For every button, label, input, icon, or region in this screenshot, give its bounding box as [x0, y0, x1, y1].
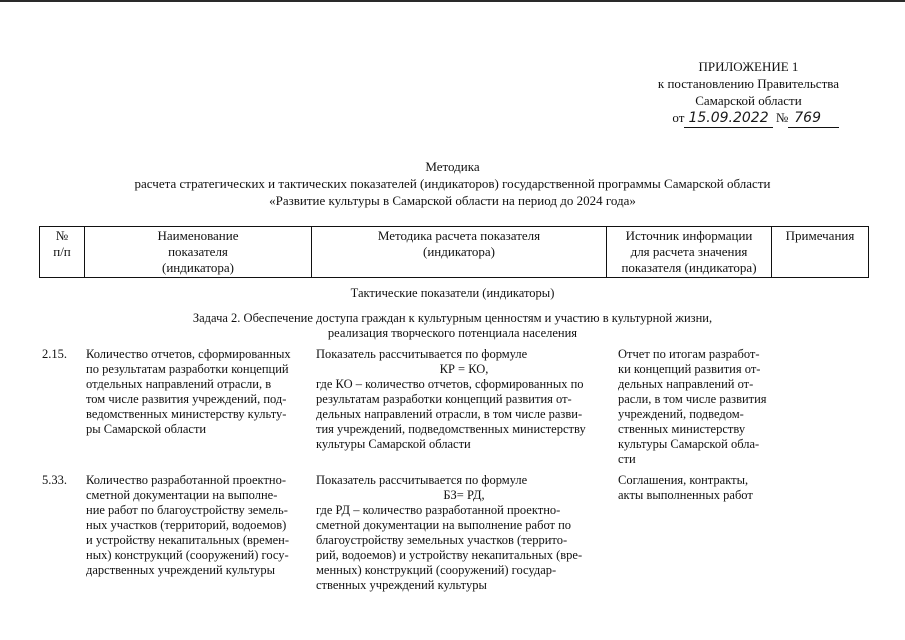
method-line: сметной документации на выполнение работ по [316, 518, 572, 532]
title-program: «Развитие культуры в Самарской области на период до 2024 года» [269, 193, 636, 208]
name-line: и устройству некапитальных (времен- [86, 533, 290, 547]
header-method-l1: Методика расчета показателя [377, 228, 541, 243]
task-line-1: Задача 2. Обеспечение доступа граждан к культурным ценностям и участию в культурной жизни, [192, 311, 713, 325]
header-method [312, 227, 607, 278]
name-line: ведомственных министерству культу- [86, 407, 287, 421]
source-line: учреждений, подведом- [618, 407, 744, 421]
indicator-name [86, 473, 310, 578]
appendix-decree: к постановлению Правительства [657, 76, 839, 91]
header-name-l1: Наименование [157, 228, 239, 243]
source-line: ки концепций развития от- [618, 362, 761, 376]
name-line: ние работ по благоустройству земель- [86, 503, 288, 517]
header-notes [772, 227, 869, 278]
header-num-l1: № [55, 228, 69, 243]
header-method-l2: (индикатора) [423, 244, 495, 259]
source-line: дельных направлений от- [618, 377, 754, 391]
header-source-l2: для расчета значения [630, 244, 748, 259]
calculation-method [316, 473, 612, 593]
number-prefix: № [775, 110, 789, 125]
header-name [85, 227, 312, 278]
date-prefix: от [672, 110, 685, 125]
table-header [39, 226, 869, 278]
indicator-name [86, 347, 310, 437]
header-source [607, 227, 772, 278]
row-number: 2.15. [42, 347, 67, 361]
name-line: дарственных учреждений культуры [86, 563, 276, 577]
task-heading [0, 311, 905, 341]
task-line-2: реализация творческого потенциала населения [327, 326, 578, 340]
source-line: ственных министерству [618, 422, 746, 436]
name-line: отдельных направлений отрасли, в [86, 377, 272, 391]
appendix-region: Самарской области [695, 93, 802, 108]
appendix-block [658, 58, 839, 128]
name-line: по результатам разработки концепций [86, 362, 289, 376]
name-line: сметной документации на выполне- [86, 488, 278, 502]
source-line: Соглашения, контракты, [618, 473, 749, 487]
title-subject: расчета стратегических и тактических показателей (индикаторов) государственной программы Самарской области [134, 176, 771, 191]
formula: КР = КО, [439, 362, 489, 376]
document-title [0, 158, 905, 209]
method-intro: Показатель рассчитывается по формуле [316, 347, 528, 361]
appendix-title: ПРИЛОЖЕНИЕ 1 [698, 59, 799, 74]
formula: БЗ= РД, [443, 488, 485, 502]
source-line: расли, в том числе развития [618, 392, 767, 406]
header-source-l3: показателя (индикатора) [621, 260, 757, 275]
method-line: благоустройству земельных участков (террито- [316, 533, 568, 547]
decree-date-row [658, 109, 839, 128]
method-intro: Показатель рассчитывается по формуле [316, 473, 528, 487]
source-line: акты выполненных работ [618, 488, 753, 502]
method-line: менных) конструкций (сооружений) государ- [316, 563, 557, 577]
calculation-method [316, 347, 612, 452]
name-line: ры Самарской области [86, 422, 207, 436]
name-line: Количество разработанной проектно- [86, 473, 287, 487]
source-line: Отчет по итогам разработ- [618, 347, 760, 361]
name-line: Количество отчетов, сформированных [86, 347, 291, 361]
method-line: дельных направлений отрасли, в том числе разви- [316, 407, 583, 421]
header-name-l2: показателя [168, 244, 228, 259]
header-source-l1: Источник информации [625, 228, 753, 243]
information-source [618, 473, 784, 503]
scan-edge [0, 0, 905, 2]
title-methodology: Методика [425, 159, 480, 174]
information-source [618, 347, 784, 467]
row-number: 5.33. [42, 473, 67, 487]
method-line: где РД – количество разработанной проектно- [316, 503, 561, 517]
name-line: ных участков (территорий, водоемов) [86, 518, 287, 532]
decree-date: 15.09.2022 [684, 110, 772, 128]
method-line: ственных учреждений культуры [316, 578, 487, 592]
method-line: где КО – количество отчетов, сформированных по [316, 377, 584, 391]
method-line: тия учреждений, подведомственных министерству [316, 422, 586, 436]
source-line: сти [618, 452, 636, 466]
name-line: ных) конструкций (сооружений) госу- [86, 548, 289, 562]
header-name-l3: (индикатора) [162, 260, 234, 275]
decree-number: 769 [788, 110, 839, 128]
header-num [40, 227, 85, 278]
method-line: культуры Самарской области [316, 437, 471, 451]
method-line: рий, водоемов) и устройству некапитальных (вре- [316, 548, 583, 562]
header-notes-l1: Примечания [785, 228, 855, 243]
header-num-l2: п/п [53, 244, 71, 259]
source-line: культуры Самарской обла- [618, 437, 760, 451]
method-line: результатам разработки концепций развития от- [316, 392, 572, 406]
section-title: Тактические показатели (индикаторы) [350, 286, 555, 300]
name-line: том числе развития учреждений, под- [86, 392, 287, 406]
